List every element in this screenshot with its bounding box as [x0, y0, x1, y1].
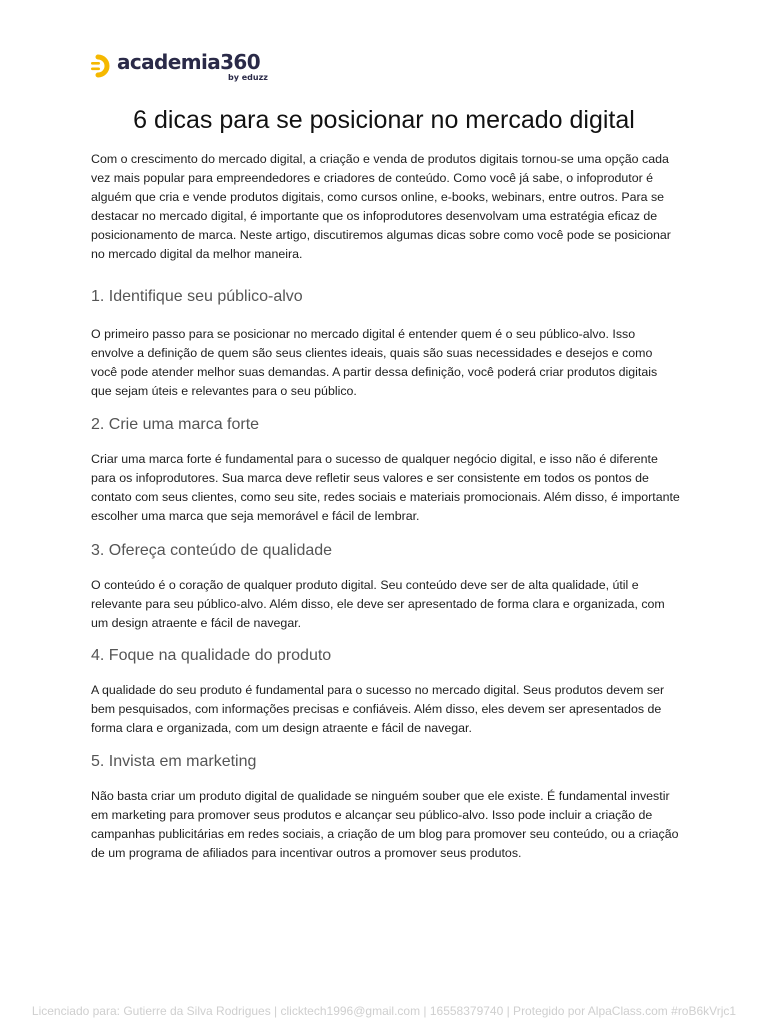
brand-name: academia360 — [117, 50, 261, 74]
section-paragraph-5: Não basta criar um produto digital de qualidade se ninguém souber que ele existe. É fundamental investir em marketing para promover seus produtos e alcançar seu público-alvo. Isso pode incluir a criação de campanhas publicitárias em redes sociais, a criação de um blog para promover seu conteúdo, ou a criação de um programa de afiliados para incentivar outros a promover seus produtos. — [91, 789, 679, 860]
license-footer: Licenciado para: Gutierre da Silva Rodrigues | clicktech1996@gmail.com | 16558379740 | Protegido por AlpaClass.com #roB6kVrjc1 — [31, 1004, 737, 1018]
section-paragraph-2: Criar uma marca forte é fundamental para o sucesso de qualquer negócio digital, e isso não é diferente para os infoprodutores. Sua marca deve refletir seus valores e ser consistente em todos os pontos de contato com seus clientes, como seu site, redes sociais e materiais promocionais. Além disso, é importante escolher uma marca que seja memorável e fácil de lembrar. — [91, 452, 680, 523]
brand-byline: by eduzz — [228, 73, 268, 82]
academia360-logo-icon — [91, 53, 113, 79]
section-paragraph-1: O primeiro passo para se posicionar no mercado digital é entender quem é o seu público-alvo. Isso envolve a definição de quem são seus clientes ideais, quais são suas necessidades e desejos e como você pode atender melhor suas demandas. A partir dessa definição, você poderá criar produtos digitais que sejam úteis e relevantes para o seu público. — [91, 327, 658, 399]
section-heading-3: 3. Ofereça conteúdo de qualidade — [91, 541, 333, 559]
intro-paragraph: Com o crescimento do mercado digital, a criação e venda de produtos digitais tornou-se uma opção cada vez mais popular para empreendedores e criadores de conteúdo. Como você já sabe, o infoprodutor é alguém que cria e vende produtos digitais, como cursos online, e-books, webinars, entre outros. Para se destacar no mercado digital, é importante que os infoprodutores desenvolvam uma estratégia eficaz de posicionamento de marca. Neste artigo, discutiremos algumas dicas sobre como você pode se posicionar no mercado digital da melhor maneira. — [91, 152, 671, 261]
page-title: 6 dicas para se posicionar no mercado digital — [133, 106, 635, 134]
section-heading-1: 1. Identifique seu público-alvo — [91, 288, 303, 306]
article-body — [91, 150, 681, 863]
section-paragraph-3: O conteúdo é o coração de qualquer produto digital. Seu conteúdo deve ser de alta qualidade, útil e relevante para seu público-alvo. Além disso, ele deve ser apresentado de forma clara e organizada, com um design atraente e fácil de navegar. — [91, 577, 665, 630]
section-paragraph-4: A qualidade do seu produto é fundamental para o sucesso no mercado digital. Seus produtos devem ser bem pesquisados, com informações precisas e confiáveis. Além disso, eles devem ser apresentados de forma clara e organizada, com um design atraente e fácil de navegar. — [91, 683, 665, 736]
section-heading-2: 2. Crie uma marca forte — [91, 416, 260, 434]
section-heading-5: 5. Invista em marketing — [91, 753, 257, 771]
section-heading-4: 4. Foque na qualidade do produto — [91, 647, 332, 665]
